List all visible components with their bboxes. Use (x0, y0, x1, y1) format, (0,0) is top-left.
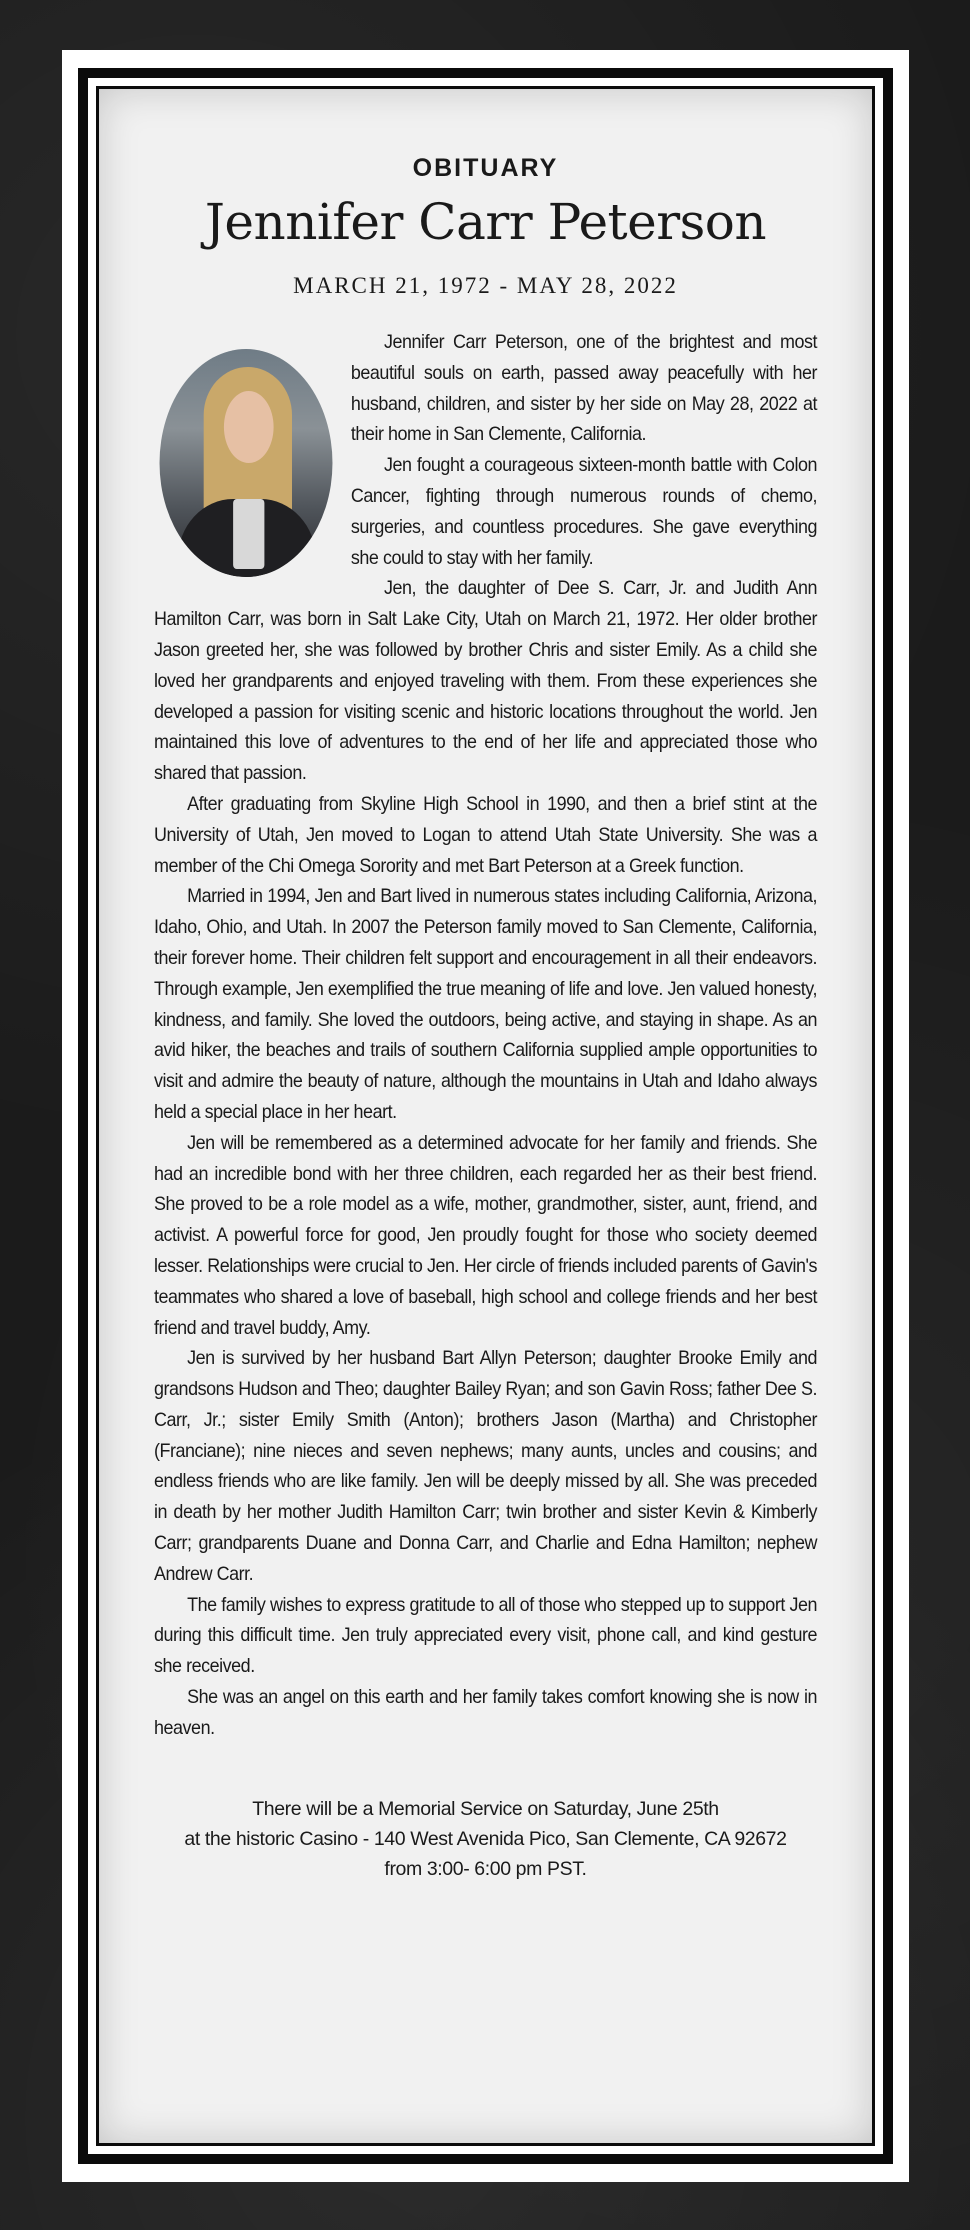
portrait-face (224, 391, 274, 463)
obituary-card (62, 50, 909, 2182)
paragraph-early-life: Jen, the daughter of Dee S. Carr, Jr. and Judith Ann Hamilton Carr, was born in Salt Lake City, Utah on March 21, 1972. Her older brother Jason greeted her, she was followed by brother Chris and sister Emily. As a child she loved her grandparents and enjoyed traveling with them. From these experiences she developed a passion for visiting scenic and historic locations throughout the world. Jen maintained this love of adventures to the end of her life and appreciated those who shared that passion. (154, 577, 818, 785)
paragraph-marriage: Married in 1994, Jen and Bart lived in numerous states including California, Arizona, Idaho, Ohio, and Utah. In 2007 the Peterson family moved to San Clemente, California, their forever home. Their children felt support and encouragement in all their endeavors. Through example, Jen exemplified the true meaning of life and love. Jen valued honesty, kindness, and family. She loved the outdoors, being active, and staying in shape. As an avid hiker, the beaches and trails of southern California supplied ample opportunities to visit and admire the beauty of nature, although the mountains in Utah and Idaho always held a special place in her heart. (154, 885, 818, 1123)
portrait-photo (160, 349, 333, 577)
obituary-heading: OBITUARY (412, 154, 559, 182)
service-line-2: at the historic Casino - 140 West Avenida Pico, San Clemente, CA 92672 (184, 1827, 787, 1850)
paragraph-education: After graduating from Skyline High School in 1990, and then a brief stint at the University of Utah, Jen moved to Logan to attend Utah State University. She was a member of the Chi Omega Sorority and met Bart Peterson at a Greek function. (154, 792, 818, 877)
paragraph-closing: She was an angel on this earth and her family takes comfort knowing she is now in heaven. (154, 1686, 818, 1739)
paragraph-gratitude: The family wishes to express gratitude to all of those who stepped up to support Jen during this difficult time. Jen truly appreciated every visit, phone call, and kind gesture she received. (154, 1593, 818, 1678)
service-line-3: from 3:00- 6:00 pm PST. (384, 1857, 587, 1880)
memorial-service-info (154, 1794, 817, 1884)
inner-frame (96, 86, 875, 2146)
paragraph-remembered: Jen will be remembered as a determined advocate for her family and friends. She had an incredible bond with her three children, each regarded her as their best friend. She proved to be a role model as a wife, mother, grandmother, sister, aunt, friend, and activist. A powerful force for good, Jen proudly fought for those who society deemed lesser. Relationships were crucial to Jen. Her circle of friends included parents of Gavin's teammates who shared a love of baseball, high school and college friends and her best friend and travel buddy, Amy. (154, 1131, 818, 1339)
deceased-name: Jennifer Carr Peterson (204, 193, 767, 251)
life-dates: MARCH 21, 1972 - MAY 28, 2022 (293, 273, 678, 298)
portrait-shirt (233, 499, 264, 569)
outer-frame (78, 68, 893, 2164)
paragraph-battle: Jen fought a courageous sixteen-month battle with Colon Cancer, fighting through numerous rounds of chemo, surgeries, and countless procedures. She gave everything she could to stay with her family. (350, 454, 818, 569)
obituary-content (154, 154, 817, 1884)
paragraph-intro: Jennifer Carr Peterson, one of the brightest and most beautiful souls on earth, passed away peacefully with her husband, children, and sister by her side on May 28, 2022 at their home in San Clemente, California. (350, 331, 818, 446)
obituary-body (154, 327, 817, 1744)
service-line-1: There will be a Memorial Service on Saturday, June 25th (252, 1797, 719, 1820)
paragraph-survived-by: Jen is survived by her husband Bart Allyn Peterson; daughter Brooke Emily and grandsons Hudson and Theo; daughter Bailey Ryan; and son Gavin Ross; father Dee S. Carr, Jr.; sister Emily Smith (Anton); brothers Jason (Martha) and Christopher (Franciane); nine nieces and seven nephews; many aunts, uncles and cousins; and endless friends who are like family. Jen will be deeply missed by all. She was preceded in death by her mother Judith Hamilton Carr; twin brother and sister Kevin & Kimberly Carr; grandparents Duane and Donna Carr, and Charlie and Edna Hamilton; nephew Andrew Carr. (154, 1347, 818, 1585)
